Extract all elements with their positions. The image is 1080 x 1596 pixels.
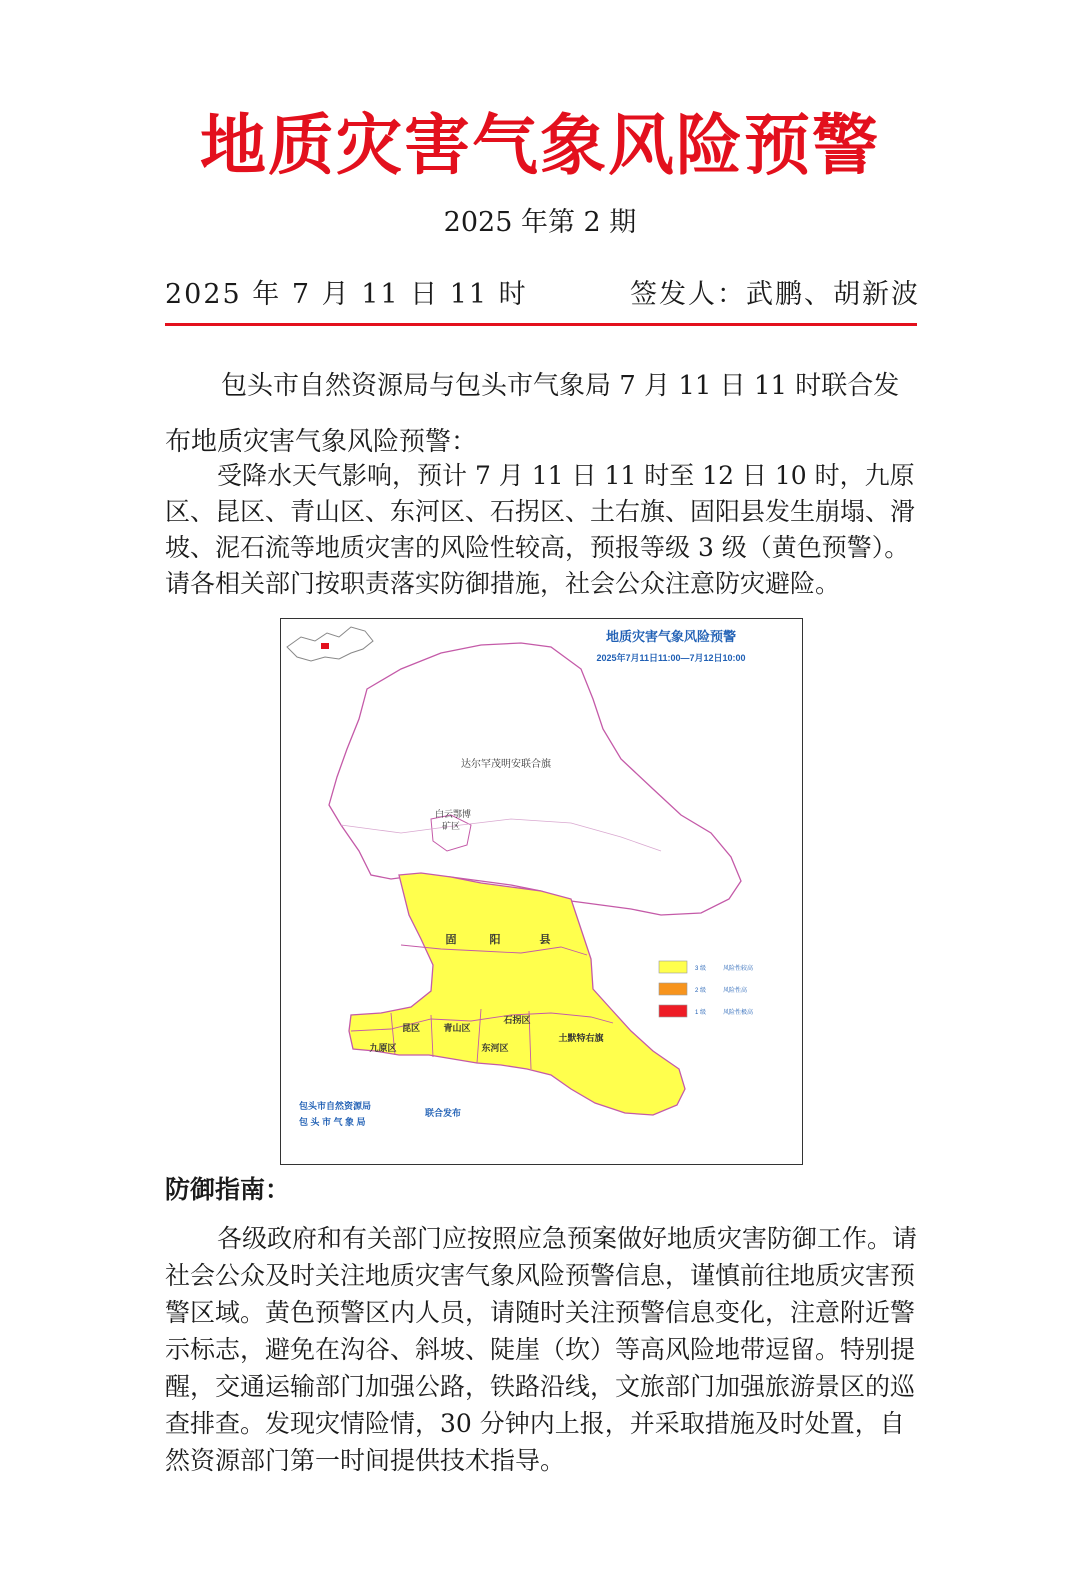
legend-swatch-level1	[659, 1005, 687, 1017]
region-damao	[329, 643, 741, 915]
warning-map	[280, 618, 803, 1165]
guide-paragraph: 各级政府和有关部门应按照应急预案做好地质灾害防御工作。请社会公众及时关注地质灾害气象风险预警信息，谨慎前往地质灾害预警区域。黄色预警区内人员，请随时关注预警信息变化，注意附近警示标志，避免在沟谷、斜坡、陡崖（坎）等高风险地带逗留。特别提醒，交通运输部门加强公路，铁路沿线，文旅部门加强旅游景区的巡查排查。发现灾情险情，30 分钟内上报，并采取措施及时处置，自然资源部门第一时间提供技术指导。	[165, 1224, 918, 1475]
guide-heading: 防御指南：	[165, 1175, 291, 1204]
label-damao: 达尔罕茂明安联合旗	[461, 759, 551, 770]
label-tuyou: 土默特右旗	[558, 1033, 604, 1043]
legend-level2: 2 级	[695, 988, 707, 994]
label-kun: 昆区	[401, 1023, 421, 1033]
issue-datetime: 2025 年 7 月 11 日 11 时	[165, 279, 528, 310]
publisher-resources: 包头市自然资源局	[299, 1101, 372, 1111]
label-guyang-3: 县	[539, 934, 551, 946]
label-baiyun-kuangqu: 矿区	[441, 821, 461, 831]
label-guyang-1: 固	[445, 934, 457, 946]
legend-level3: 3 级	[695, 966, 707, 972]
legend-label2: 风险性高	[723, 988, 748, 994]
legend-label3: 风险性较高	[723, 966, 754, 972]
label-shiguai: 石拐区	[503, 1015, 531, 1025]
legend-level1: 1 级	[695, 1010, 707, 1016]
red-divider	[165, 323, 917, 326]
inset-locator-map	[287, 627, 373, 661]
legend-swatch-level2	[659, 983, 687, 995]
forecast-paragraph: 受降水天气影响，预计 7 月 11 日 11 时至 12 日 10 时，九原区、昆区、青山区、东河区、石拐区、土右旗、固阳县发生崩塌、滑坡、泥石流等地质灾害的风险性较高，预报等级 3 级（黄色预警）。请各相关部门按职责落实防御措施，社会公众注意防灾避险。	[165, 461, 916, 598]
publisher-weather: 包 头 市 气 象 局	[299, 1117, 366, 1127]
joint-release: 联合发布	[425, 1108, 462, 1118]
map-period: 2025年7月11日11:00—7月12日10:00	[596, 653, 746, 663]
signers: 签发人：武鹏、胡新波	[630, 279, 920, 310]
issue-number: 2025 年第 2 期	[443, 207, 637, 238]
label-jiuyuan: 九原区	[369, 1043, 397, 1053]
intro-paragraph: 包头市自然资源局与包头市气象局 7 月 11 日 11 时联合发布地质灾害气象风险预警：	[165, 371, 900, 457]
map-legend	[659, 961, 753, 1017]
label-guyang-2: 阳	[489, 934, 501, 946]
label-qingshan: 青山区	[443, 1023, 471, 1033]
inset-highlight	[321, 643, 329, 649]
legend-swatch-level3	[659, 961, 687, 973]
warning-map-svg	[281, 619, 802, 1164]
label-baiyun: 白云鄂博	[434, 809, 472, 819]
label-donghe: 东河区	[481, 1043, 509, 1053]
map-title: 地质灾害气象风险预警	[605, 629, 737, 644]
legend-label1: 风险性极高	[723, 1010, 754, 1016]
document-title: 地质灾害气象风险预警	[200, 106, 880, 184]
